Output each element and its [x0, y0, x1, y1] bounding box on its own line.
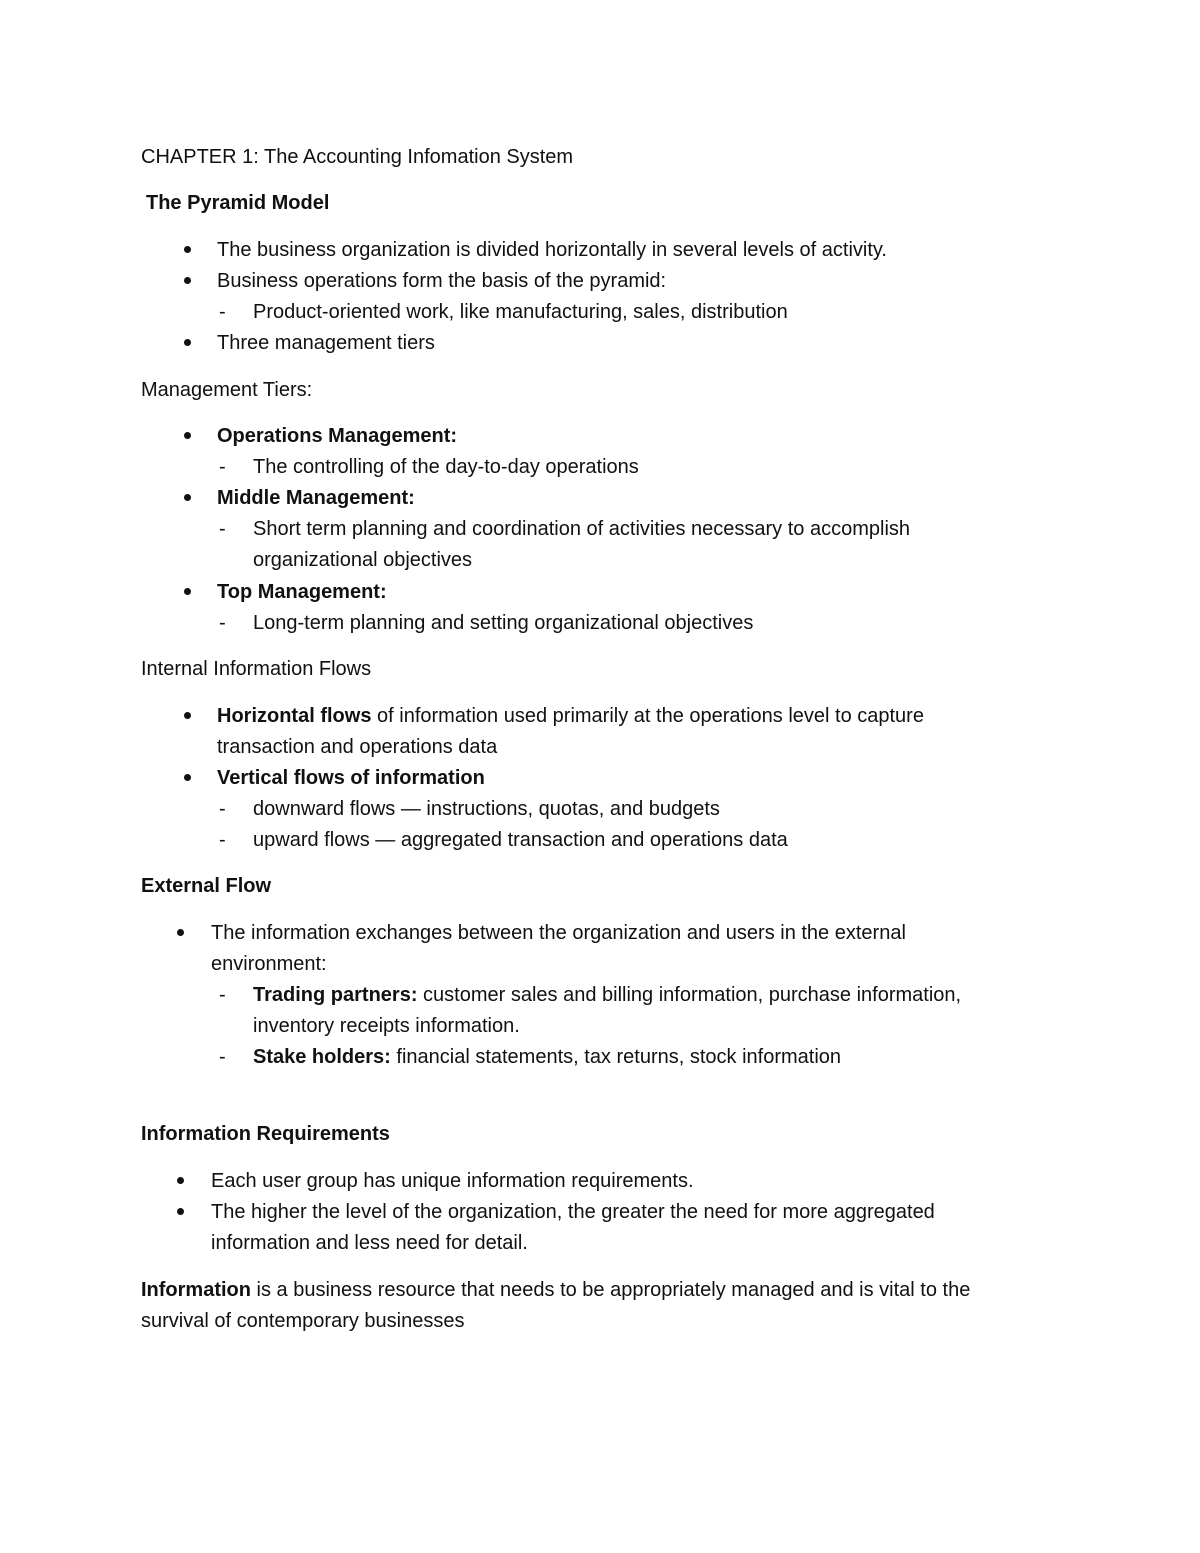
bullet-icon	[184, 494, 191, 501]
internal-heading: Internal Information Flows	[141, 658, 372, 680]
bullet-icon	[184, 774, 191, 781]
tier-mid-desc-2: organizational objectives	[253, 549, 473, 571]
pyramid-heading: The Pyramid Model	[146, 192, 330, 214]
bullet-icon	[177, 929, 184, 936]
downward-flows: downward flows — instructions, quotas, and budgets	[253, 798, 720, 820]
bullet-icon	[177, 1177, 184, 1184]
information-label: Information	[141, 1279, 251, 1301]
tier-mid-label: Middle Management:	[217, 487, 415, 509]
dash-marker: -	[219, 829, 226, 851]
stake-holders-text: financial statements, tax returns, stock information	[390, 1046, 842, 1068]
requirements-heading: Information Requirements	[141, 1123, 390, 1145]
external-item-1: The information exchanges between the organization and users in the external	[211, 922, 906, 944]
closing-paragraph-cont: survival of contemporary businesses	[141, 1310, 465, 1332]
horizontal-flows-label: Horizontal flows	[217, 705, 372, 727]
stake-holders	[253, 1045, 841, 1069]
external-item-1-cont: environment:	[211, 953, 327, 975]
requirements-item-2-cont: information and less need for detail.	[211, 1232, 528, 1254]
trading-partners-cont: inventory receipts information.	[253, 1015, 520, 1037]
trading-partners-text: customer sales and billing information, purchase information,	[417, 984, 962, 1006]
tier-mid-desc-1: Short term planning and coordination of activities necessary to accomplish	[253, 518, 911, 540]
closing-text: is a business resource that needs to be appropriately managed and is vital to the	[251, 1279, 971, 1301]
trading-partners-label: Trading partners:	[253, 984, 418, 1006]
dash-marker: -	[219, 518, 226, 540]
trading-partners	[253, 983, 961, 1007]
tier-top-label: Top Management:	[217, 581, 387, 603]
bullet-icon	[184, 432, 191, 439]
upward-flows: upward flows — aggregated transaction and operations data	[253, 829, 788, 851]
tier-top-desc: Long-term planning and setting organizational objectives	[253, 612, 754, 634]
horizontal-flows-text: of information used primarily at the operations level to capture	[371, 705, 924, 727]
internal-horizontal	[217, 704, 924, 728]
dash-marker: -	[219, 1046, 226, 1068]
requirements-item-2: The higher the level of the organization, the greater the need for more aggregated	[211, 1201, 935, 1223]
pyramid-item-1: The business organization is divided horizontally in several levels of activity.	[217, 239, 887, 261]
bullet-icon	[184, 712, 191, 719]
bullet-icon	[177, 1208, 184, 1215]
dash-marker: -	[219, 301, 226, 323]
bullet-icon	[184, 339, 191, 346]
tier-ops-label: Operations Management:	[217, 425, 458, 447]
external-heading: External Flow	[141, 875, 272, 897]
pyramid-item-2-sub: Product-oriented work, like manufacturing, sales, distribution	[253, 301, 788, 323]
closing-paragraph	[141, 1278, 970, 1302]
internal-horizontal-cont: transaction and operations data	[217, 736, 498, 758]
tiers-heading: Management Tiers:	[141, 379, 313, 401]
requirements-item-1: Each user group has unique information requirements.	[211, 1170, 694, 1192]
pyramid-item-3: Three management tiers	[217, 332, 435, 354]
vertical-flows-label: Vertical flows of information	[217, 767, 485, 789]
dash-marker: -	[219, 798, 226, 820]
tier-ops-desc: The controlling of the day-to-day operations	[253, 456, 639, 478]
chapter-title: CHAPTER 1: The Accounting Infomation System	[141, 146, 574, 168]
bullet-icon	[184, 277, 191, 284]
dash-marker: -	[219, 612, 226, 634]
stake-holders-label: Stake holders:	[253, 1046, 391, 1068]
dash-marker: -	[219, 456, 226, 478]
dash-marker: -	[219, 984, 226, 1006]
pyramid-item-2: Business operations form the basis of the pyramid:	[217, 270, 667, 292]
bullet-icon	[184, 588, 191, 595]
bullet-icon	[184, 246, 191, 253]
